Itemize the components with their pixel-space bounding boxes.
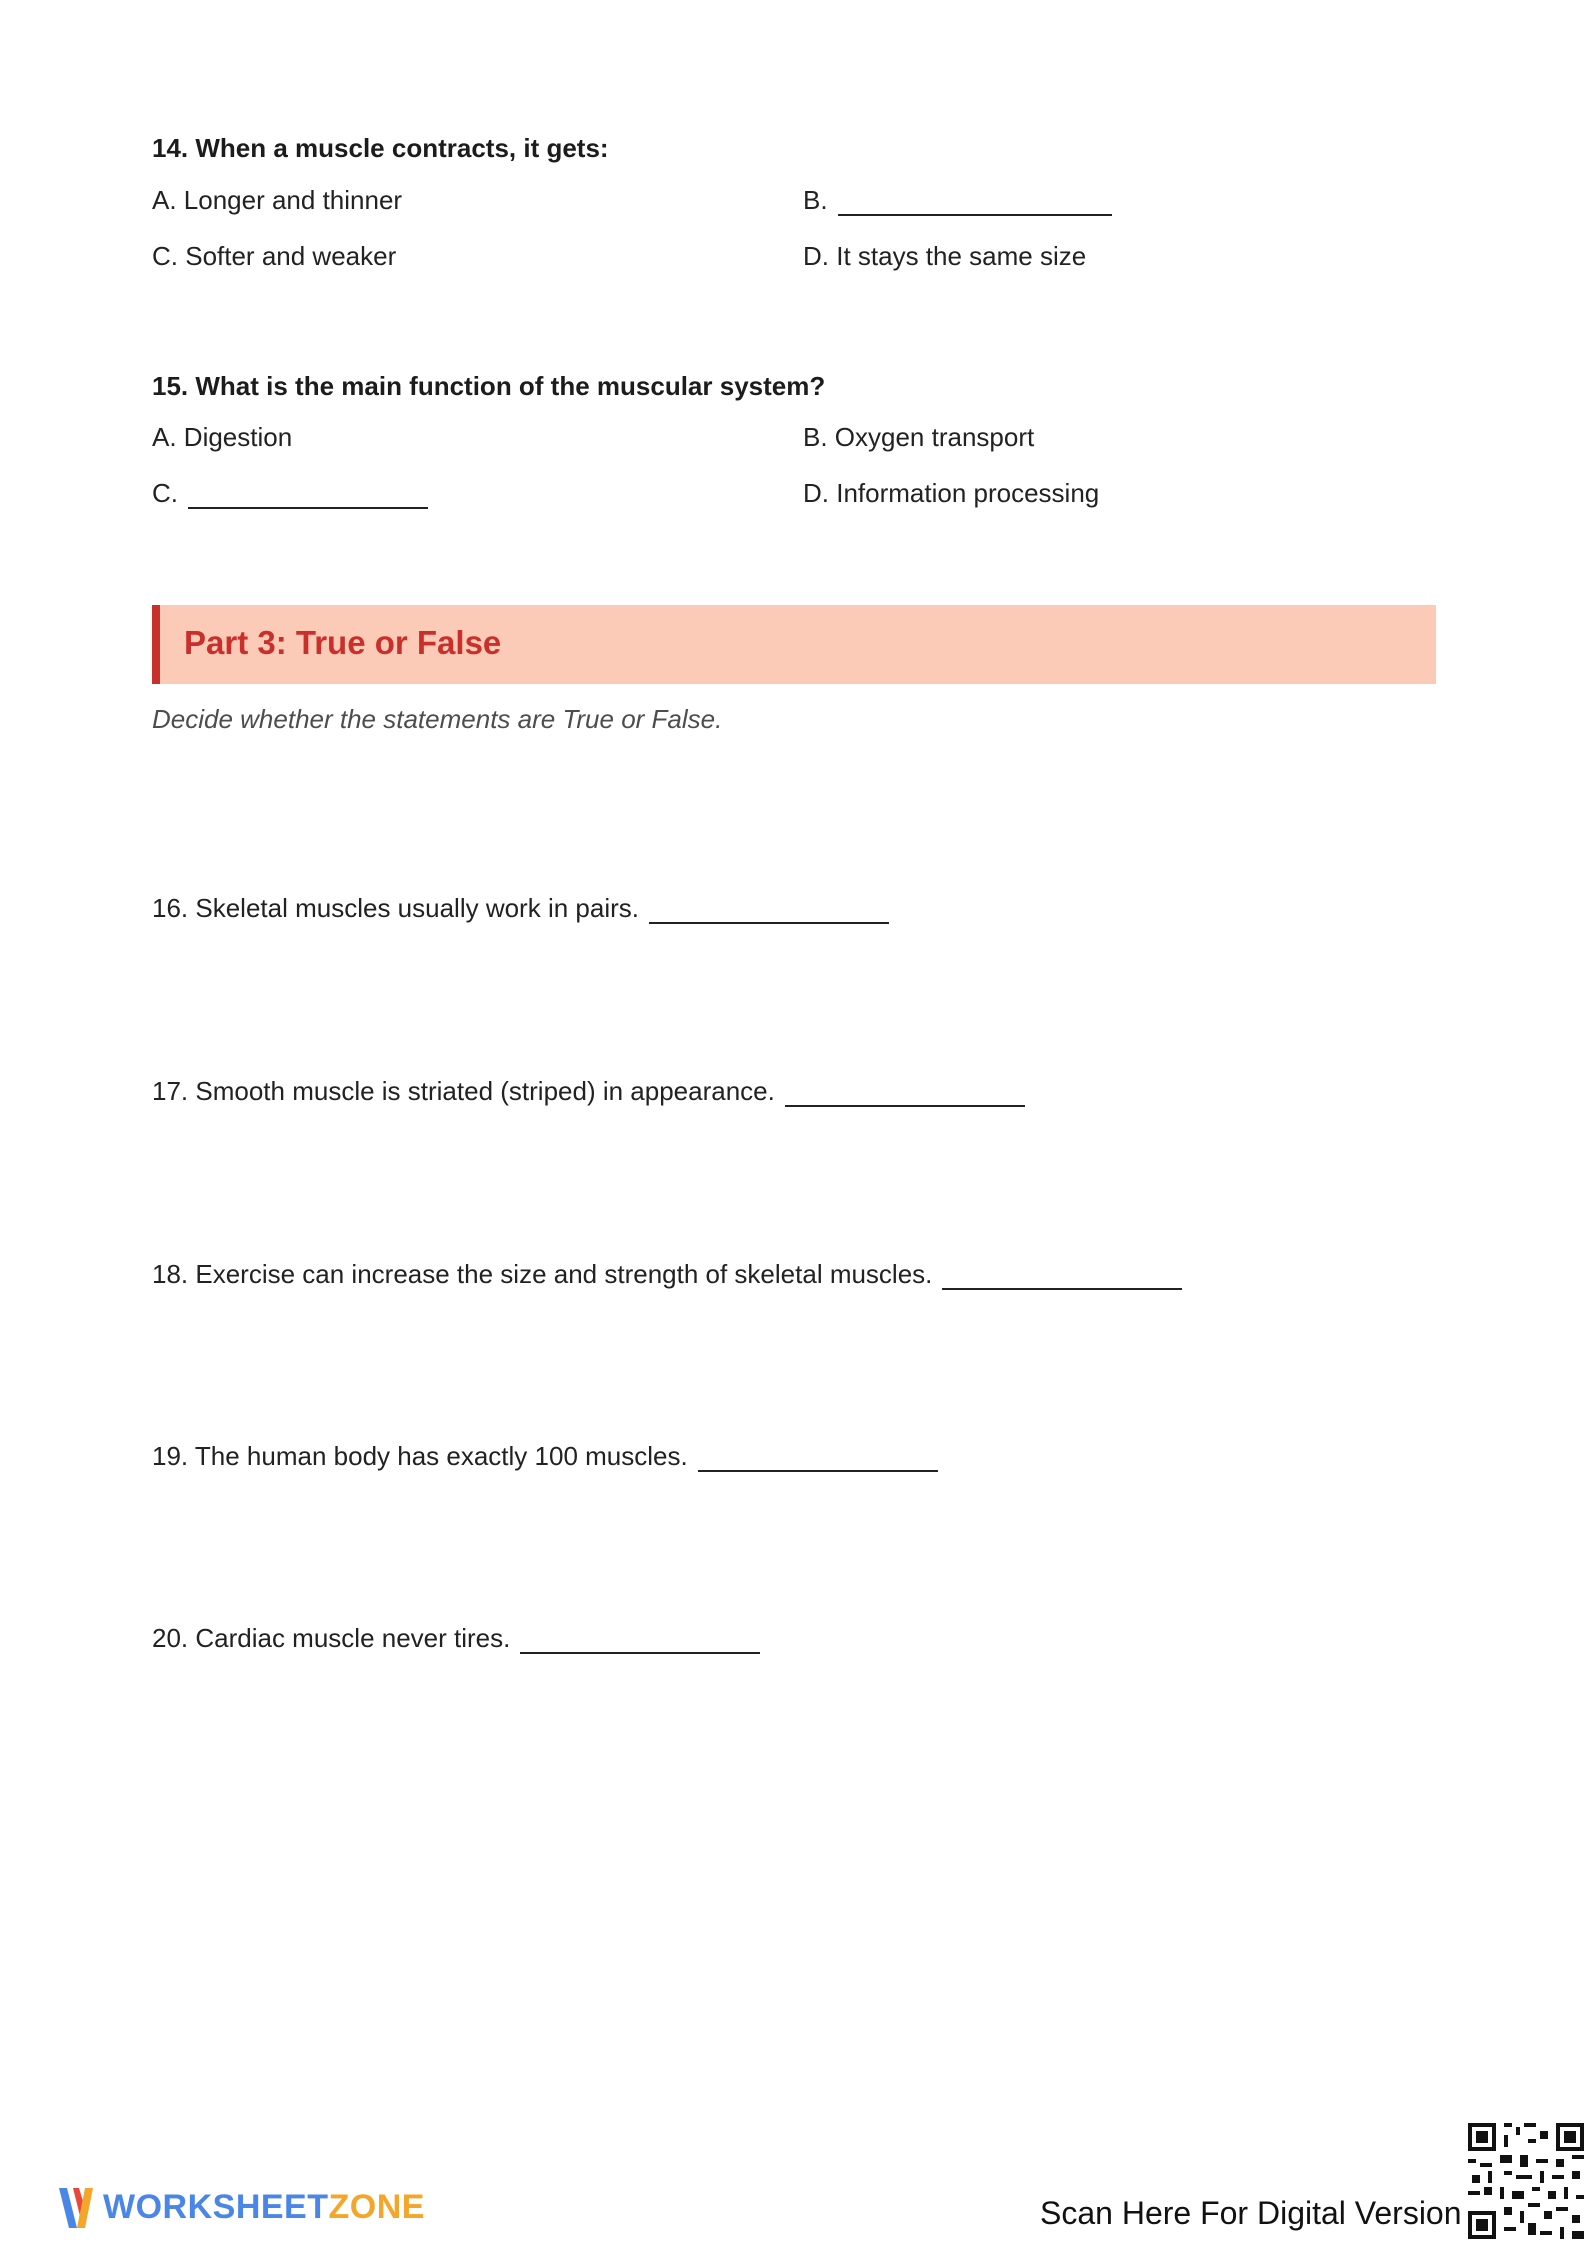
tf-item-17-text: 17. Smooth muscle is striated (striped) in appearance. (152, 1076, 775, 1106)
q15-option-c-blank[interactable] (188, 487, 428, 509)
question-14-title: 14. When a muscle contracts, it gets: (152, 133, 609, 163)
q15-option-c-label: C. (152, 478, 178, 508)
logo-text-zone: ZONE (328, 2187, 425, 2226)
tf-item-19-blank[interactable] (698, 1450, 938, 1472)
tf-item-16-blank[interactable] (649, 902, 889, 924)
q14-option-a[interactable] (152, 185, 402, 216)
q14-option-b-blank[interactable] (838, 194, 1112, 216)
q15-option-a[interactable] (152, 422, 292, 453)
tf-item-17-blank[interactable] (785, 1085, 1025, 1107)
qr-code-icon (1468, 2123, 1584, 2239)
q15-option-d-label: D. Information processing (803, 478, 1100, 508)
tf-item-18-blank[interactable] (942, 1268, 1182, 1290)
tf-item-17 (152, 1076, 1025, 1107)
part3-instructions: Decide whether the statements are True or False. (152, 704, 723, 734)
tf-item-18-text: 18. Exercise can increase the size and strength of skeletal muscles. (152, 1259, 933, 1289)
part3-title: Part 3: True or False (184, 624, 502, 661)
q14-option-c[interactable] (152, 241, 396, 272)
q14-option-d-label: D. It stays the same size (803, 241, 1087, 271)
part3-banner (152, 605, 1436, 684)
tf-item-19 (152, 1441, 938, 1472)
worksheetzone-logo-icon (55, 2180, 95, 2234)
q15-option-d[interactable] (803, 478, 1099, 509)
scan-text: Scan Here For Digital Version (1040, 2195, 1462, 2231)
q15-option-b-label: B. Oxygen transport (803, 422, 1035, 452)
question-15-title: 15. What is the main function of the muscular system? (152, 371, 826, 401)
q15-option-c[interactable] (152, 478, 428, 509)
tf-item-20-blank[interactable] (520, 1632, 760, 1654)
logo-text-worksheet: WORKSHEET (103, 2187, 329, 2226)
q14-option-b[interactable] (803, 185, 1112, 216)
q14-option-d[interactable] (803, 241, 1086, 272)
tf-item-18 (152, 1259, 1182, 1290)
tf-item-19-text: 19. The human body has exactly 100 muscles. (152, 1441, 688, 1471)
q14-option-c-label: C. Softer and weaker (152, 241, 397, 271)
q14-option-a-label: A. Longer and thinner (152, 185, 403, 215)
worksheetzone-logo[interactable] (55, 2180, 425, 2234)
tf-item-20-text: 20. Cardiac muscle never tires. (152, 1623, 511, 1653)
tf-item-16 (152, 893, 889, 924)
tf-item-16-text: 16. Skeletal muscles usually work in pairs. (152, 893, 639, 923)
qr-code[interactable] (1468, 2123, 1584, 2239)
q15-option-b[interactable] (803, 422, 1034, 453)
q15-option-a-label: A. Digestion (152, 422, 293, 452)
q14-option-b-label: B. (803, 185, 828, 215)
tf-item-20 (152, 1623, 760, 1654)
